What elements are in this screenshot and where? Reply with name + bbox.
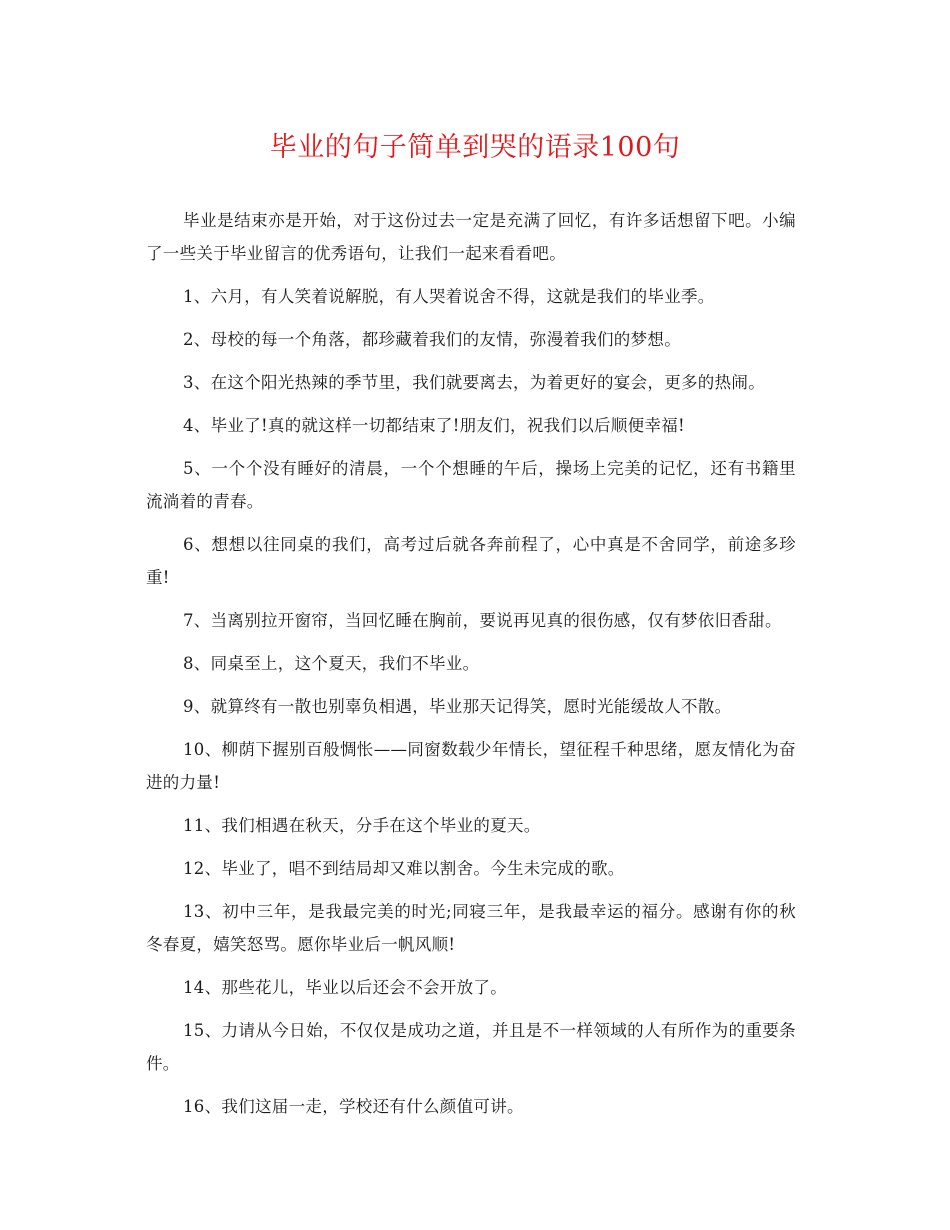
quote-paragraph: 9、就算终有一散也别辜负相遇，毕业那天记得笑，愿时光能缓故人不散。 <box>183 697 732 716</box>
quote-paragraph: 13、初中三年，是我最完美的时光;同寝三年，是我最幸运的福分。感谢有你的秋冬春夏，嬉笑怒骂。愿你毕业后一帆风顺! <box>146 902 796 954</box>
quote-paragraph: 3、在这个阳光热辣的季节里，我们就要离去，为着更好的宴会，更多的热闹。 <box>183 373 765 392</box>
quote-paragraph: 6、想想以往同桌的我们，高考过后就各奔前程了，心中真是不舍同学，前途多珍重! <box>146 535 796 587</box>
quote-paragraph: 14、那些花儿，毕业以后还会不会开放了。 <box>183 978 507 997</box>
quote-paragraph: 10、柳荫下握别百般惆怅——同窗数载少年情长，望征程千种思绪，愿友情化为奋进的力量! <box>146 740 796 792</box>
quote-paragraph: 1、六月，有人笑着说解脱，有人哭着说舍不得，这就是我们的毕业季。 <box>183 287 715 306</box>
quote-paragraph: 15、力请从今日始，不仅仅是成功之道，并且是不一样领域的人有所作为的重要条件。 <box>146 1021 796 1073</box>
quote-paragraph: 4、毕业了!真的就这样一切都结束了!朋友们，祝我们以后顺便幸福! <box>183 416 685 435</box>
document-body <box>146 204 796 1133</box>
quote-paragraph: 7、当离别拉开窗帘，当回忆睡在胸前，要说再见真的很伤感，仅有梦依旧香甜。 <box>183 611 782 630</box>
quote-paragraph: 2、母校的每一个角落，都珍藏着我们的友情，弥漫着我们的梦想。 <box>183 330 681 349</box>
intro-paragraph: 毕业是结束亦是开始，对于这份过去一定是充满了回忆，有许多话想留下吧。小编了一些关于毕业留言的优秀语句，让我们一起来看看吧。 <box>146 211 796 263</box>
quote-paragraph: 16、我们这届一走，学校还有什么颜值可讲。 <box>183 1097 524 1116</box>
document-title: 毕业的句子简单到哭的语录100句 <box>269 132 681 163</box>
quote-paragraph: 8、同桌至上，这个夏天，我们不毕业。 <box>183 654 480 673</box>
quote-paragraph: 5、一个个没有睡好的清晨，一个个想睡的午后，操场上完美的记忆，还有书籍里流淌着的青春。 <box>146 459 796 511</box>
quote-paragraph: 12、毕业了，唱不到结局却又难以割舍。今生未完成的歌。 <box>183 859 625 878</box>
quote-paragraph: 11、我们相遇在秋天，分手在这个毕业的夏天。 <box>183 816 541 835</box>
